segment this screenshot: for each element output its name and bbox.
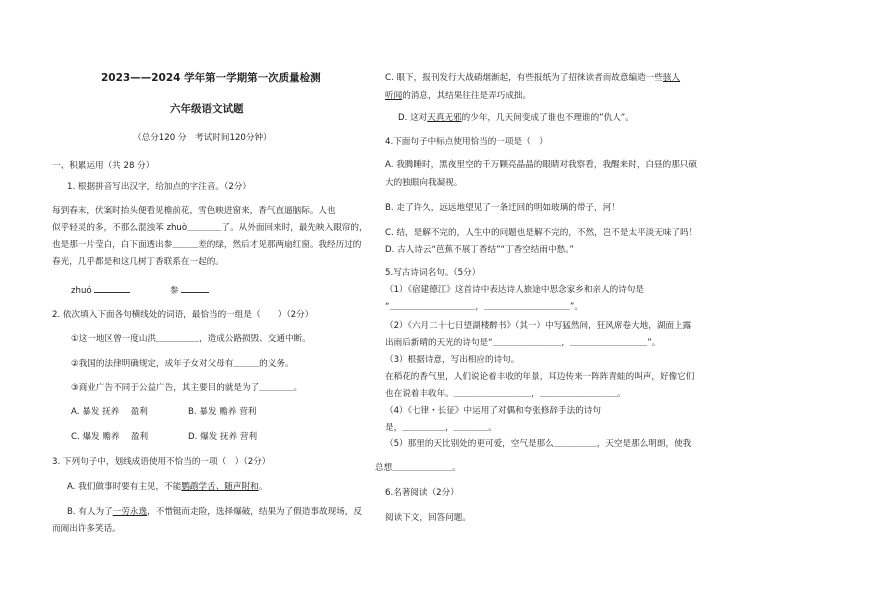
passage-line-4: 春光，几乎都是和这几树丁香联系在一起的。 (52, 257, 224, 267)
q3-option-d[interactable] (398, 112, 634, 124)
q4-option-d[interactable]: D. 古人诗云“芭蕉不展丁香结”“丁香空结雨中愁。” (385, 245, 574, 255)
question-1: 1. 根据拼音写出汉字，给加点的字注音。（2分） (67, 182, 251, 192)
option-c[interactable]: C. 爆发 赡养 盈利 (71, 432, 149, 442)
passage-line-1: 每到春末，伏案时抬头便看见檐前花，雪色映进窗来，香气直逼脑际。人也 (52, 206, 336, 216)
passage-line-2: 似乎轻灵的多，不那么混浊苯 zhuò＿＿＿＿了。从外面回来时，最先映入眼帘的， (52, 223, 368, 233)
q5-item-3-blanks[interactable]: 也在说着丰收年。＿＿＿＿＿＿＿＿＿，＿＿＿＿＿＿＿＿＿。 (385, 389, 626, 399)
q6-instruction: 阅读下文，回答问题。 (385, 513, 471, 523)
q5-item-3: （3）根据诗意，写出相应的诗句。 (385, 355, 520, 365)
question-3-option-b[interactable] (67, 506, 362, 518)
q3a-end: 。 (258, 482, 268, 492)
answer-blank-2[interactable] (181, 283, 209, 293)
answer-can (170, 283, 209, 297)
section-1-heading: 一、积累运用（共 28 分） (52, 161, 155, 171)
q3b-rest: ，不惜铤而走险，选择爆破，结果为了假造事故现场，反 (147, 507, 362, 517)
q3-option-c-line-2 (385, 90, 531, 102)
answer-zhuo (71, 283, 130, 297)
q3b-text: B. 有人为了 (67, 507, 113, 517)
question-3-option-b-cont: 而闹出许多笑话。 (52, 524, 121, 534)
q5-item-2-blanks[interactable]: 出雨后新晴的天光的诗句是“＿＿＿＿＿＿＿＿，＿＿＿＿＿＿＿＿＿”。 (385, 338, 661, 348)
question-5: 5.写古诗词名句。（5分） (385, 268, 481, 278)
answer-blank-1[interactable] (94, 283, 130, 293)
q4-option-a-2: 大的独眼向我凝视。 (385, 178, 463, 188)
q3b-underlined: 一劳永逸 (112, 507, 148, 517)
exam-subtitle: 六年级语文试题 (170, 103, 244, 115)
right-column (375, 0, 870, 616)
question-2: 2. 依次填入下面各句横线处的词语，最恰当的一组是（ ）（2分） (52, 310, 314, 320)
q5-item-5-blanks[interactable]: 总想＿＿＿＿＿＿＿。 (375, 463, 461, 473)
q5-item-4: （4）《七律・长征》中运用了对偶和夸张修辞手法的诗句 (385, 406, 602, 416)
q3c-underlined-2: 听闻 (385, 91, 403, 101)
q3d-underlined: 天真无邪 (427, 113, 462, 123)
question-2-sentence-3: ③商业广告不同于公益广告，其主要目的就是为了＿＿＿＿。 (71, 383, 303, 393)
q4-option-c[interactable]: C. 结，是解不完的，人生中的问题也是解不完的，不然，岂不是太平淡无味了吗！ (385, 228, 698, 238)
option-b[interactable]: B. 暴发 赡养 营利 (188, 407, 257, 417)
option-a[interactable]: A. 暴发 抚养 盈利 (71, 407, 148, 417)
q5-item-2: （2）《六月二十七日望湖楼醉书》（其一）中写猛然间，狂风席卷大地，湖面上露 (385, 321, 692, 331)
q3c-underlined-1: 骇人 (662, 73, 681, 83)
q5-item-3-text: 在稻花的香气里，人们说论着丰收的年景，耳边传来一阵阵青蛙的叫声，好像它们 (385, 372, 695, 382)
q3a-text: A. 我们做事时要有主见，不能 (67, 482, 182, 492)
exam-title: 2023——2024 学年第一学期第一次质量检测 (101, 72, 321, 84)
can-label: 参 (170, 286, 179, 296)
q3d-text: D. 这对 (398, 113, 428, 123)
q3c-text: C. 眼下，报刊发行大战硝烟渐起，有些报纸为了招徕读者而故意编造一些 (385, 73, 663, 83)
q5-item-1: （1）《宿建德江》这首诗中表达诗人旅途中思念家乡和亲人的诗句是 (385, 285, 644, 295)
exam-meta: （总分120 分 考试时间120分钟） (133, 133, 272, 143)
question-3-option-a[interactable] (67, 481, 267, 493)
q5-item-4-blanks[interactable]: 是，＿＿＿＿＿，＿＿＿＿。 (385, 423, 497, 433)
passage-line-3: 也是那一片莹白，白下面透出参＿＿＿差的绿，然后才见那两扇红窗。我经历过的 (52, 240, 362, 250)
q3d-rest: 的少年，几天间变成了谁也不理谁的”仇人”。 (461, 113, 634, 123)
q4-option-b[interactable]: B. 走了许久，远远地望见了一条迁回的明如玻璃的带子，河！ (385, 203, 620, 213)
option-d[interactable]: D. 爆发 抚养 营利 (188, 432, 258, 442)
left-column (0, 0, 430, 616)
question-3: 3. 下列句子中，划线成语使用不恰当的一项（ ）（2分） (52, 457, 271, 467)
question-6: 6.名著阅读（2分） (385, 488, 459, 498)
question-2-sentence-1: ①这一地区曾一度山洪＿＿＿＿＿，造成公路损毁、交通中断。 (71, 334, 311, 344)
q3a-underlined: 鹦鹉学舌、随声附和 (181, 482, 259, 492)
q3-option-c-line-1[interactable] (385, 72, 680, 84)
q4-option-a-1[interactable]: A. 我腾睡时，黑夜里空的千万颗亮晶晶的眼睛对我察看，我醒来时，白昼的那只硕 (385, 160, 697, 170)
pinyin-label: zhuó (71, 286, 92, 296)
q3c-rest: 的消息，其结果往往是弄巧成拙。 (402, 91, 532, 101)
question-2-sentence-2: ②我国的法律明确规定，成年子女对父母有＿＿＿的义务。 (71, 359, 294, 369)
q5-item-5: （5）那里的天比别处的更可爱，空气是那么＿＿＿＿＿，天空是那么明朗，使我 (385, 439, 692, 449)
q5-item-1-blanks[interactable]: “＿＿＿＿＿＿＿＿＿＿，＿＿＿＿＿＿＿＿＿＿”。 (385, 302, 583, 312)
question-4: 4.下面句子中标点使用恰当的一项是（ ） (385, 137, 548, 147)
